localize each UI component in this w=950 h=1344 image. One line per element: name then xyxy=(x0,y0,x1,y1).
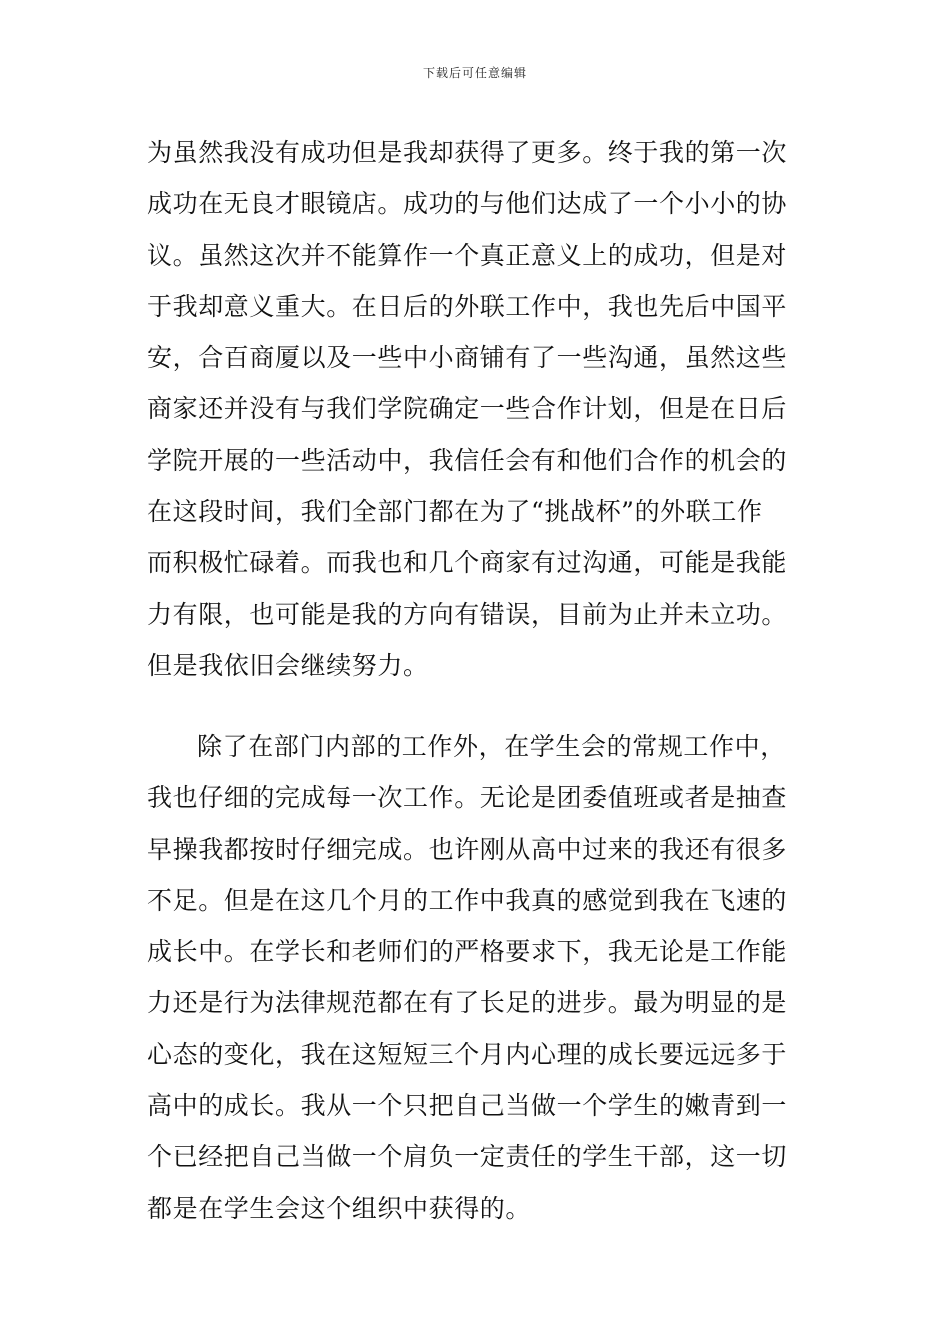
paragraph-line: 但是我依旧会继续努力。 xyxy=(147,650,429,680)
paragraph-line: 我也仔细的完成每一次工作。无论是团委值班或者是抽查 xyxy=(147,783,788,813)
paragraph-line: 个已经把自己当做一个肩负一定责任的学生干部，这一切 xyxy=(147,1142,788,1172)
paragraph-1 xyxy=(147,127,817,691)
paragraph-line: 心态的变化，我在这短短三个月内心理的成长要远远多于 xyxy=(147,1039,788,1069)
paragraph-line: 早操我都按时仔细完成。也许刚从高中过来的我还有很多 xyxy=(147,834,788,864)
paragraph-line: 在这段时间，我们全部门都在为了“挑战杯”的外联工作 xyxy=(147,497,763,527)
paragraph-line: 都是在学生会这个组织中获得的。 xyxy=(147,1193,532,1223)
paragraph-line: 于我却意义重大。在日后的外联工作中，我也先后中国平 xyxy=(147,291,788,321)
paragraph-line: 安，合百商厦以及一些中小商铺有了一些沟通，虽然这些 xyxy=(147,343,788,373)
paragraph-line: 力有限，也可能是我的方向有错误，目前为止并未立功。 xyxy=(147,599,788,629)
paragraph-2 xyxy=(147,721,817,1234)
paragraph-line: 学院开展的一些活动中，我信任会有和他们合作的机会的 xyxy=(147,445,788,475)
paragraph-line: 除了在部门内部的工作外，在学生会的常规工作中， xyxy=(197,732,786,761)
paragraph-line: 商家还并没有与我们学院确定一些合作计划，但是在日后 xyxy=(147,394,788,424)
header-note: 下载后可任意编辑 xyxy=(422,66,527,80)
paragraph-line: 而积极忙碌着。而我也和几个商家有过沟通，可能是我能 xyxy=(147,548,788,578)
paragraph-line: 成长中。在学长和老师们的严格要求下，我无论是工作能 xyxy=(147,937,788,967)
paragraph-line: 高中的成长。我从一个只把自己当做一个学生的嫩青到一 xyxy=(147,1091,788,1121)
paragraph-line: 议。虽然这次并不能算作一个真正意义上的成功，但是对 xyxy=(147,240,788,270)
paragraph-line: 力还是行为法律规范都在有了长足的进步。最为明显的是 xyxy=(147,988,788,1018)
paragraph-line: 成功在无良才眼镜店。成功的与他们达成了一个小小的协 xyxy=(147,189,788,219)
paragraph-line: 为虽然我没有成功但是我却获得了更多。终于我的第一次 xyxy=(147,138,788,167)
paragraph-line: 不足。但是在这几个月的工作中我真的感觉到我在飞速的 xyxy=(147,885,788,915)
